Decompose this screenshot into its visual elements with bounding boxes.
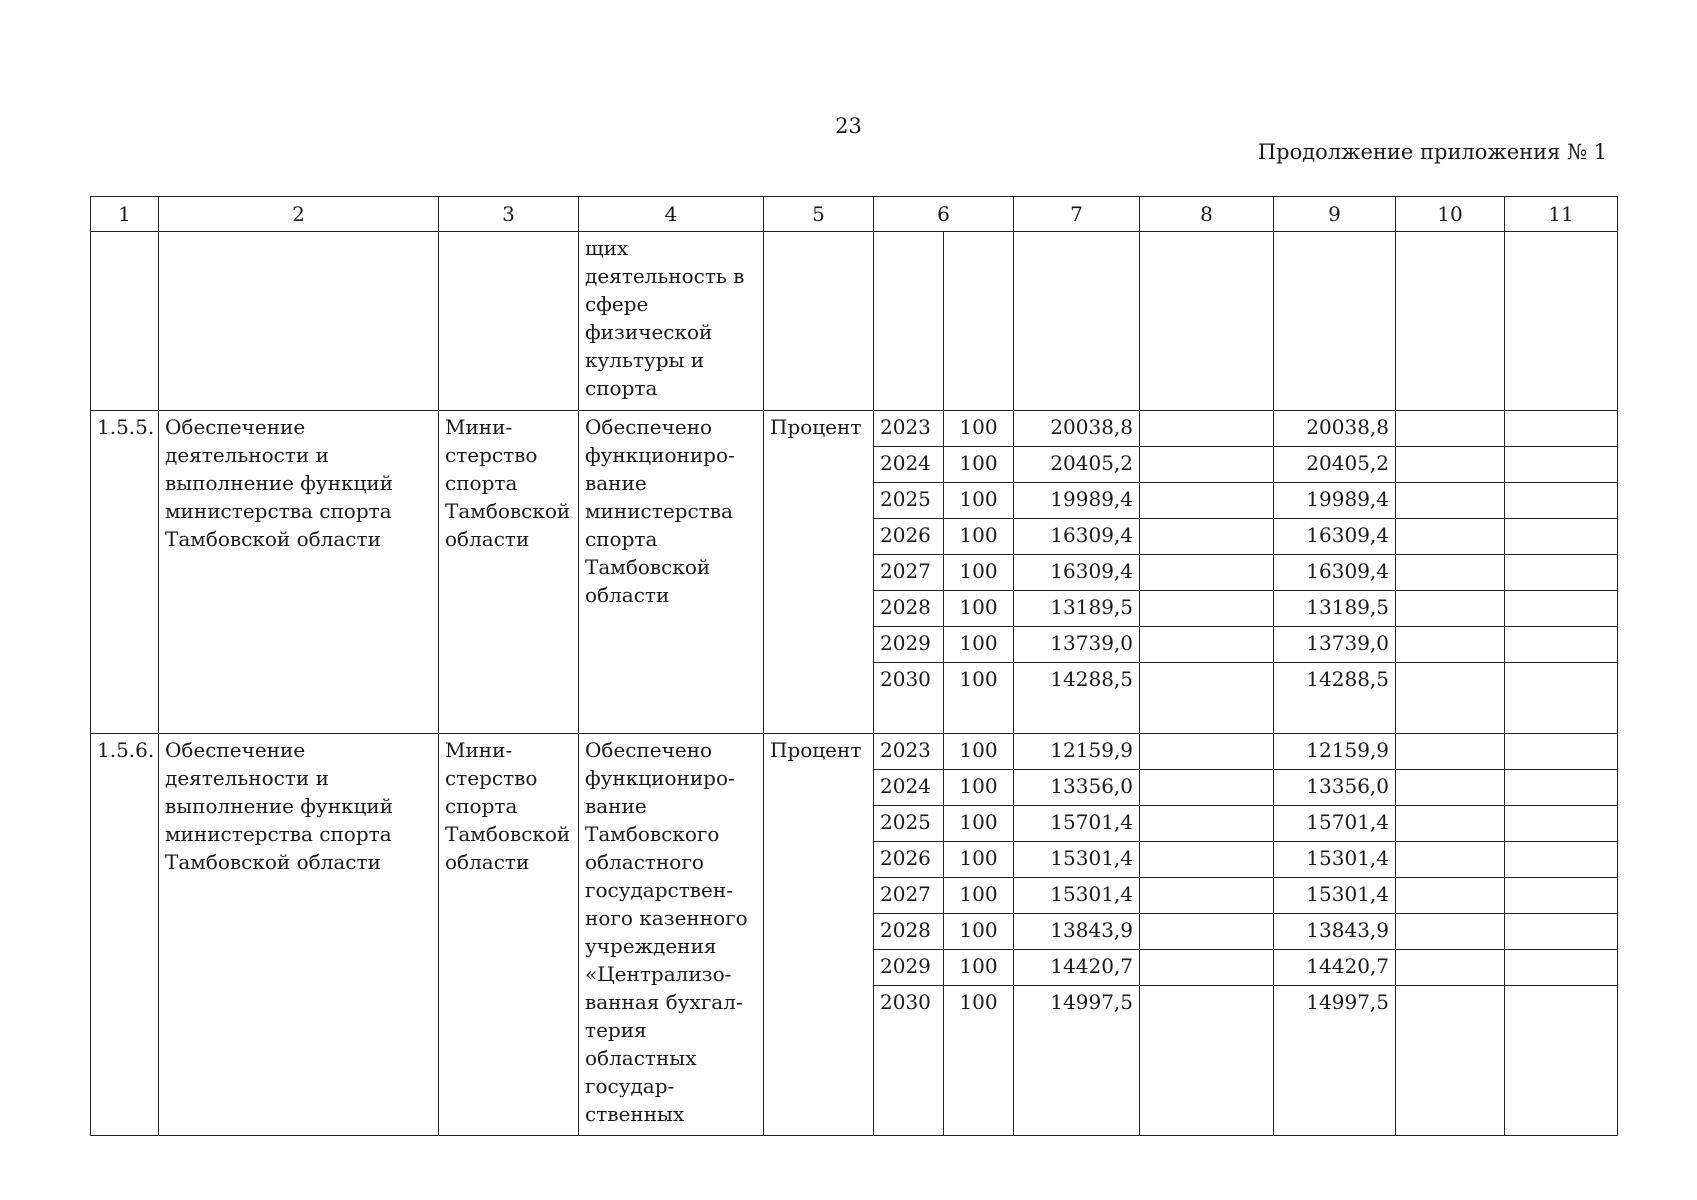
table-cell bbox=[1505, 591, 1618, 627]
table-cell bbox=[1396, 447, 1505, 483]
table-cell bbox=[1140, 986, 1274, 1136]
total-amount-cell: 13356,0 bbox=[1014, 770, 1140, 806]
table-cell bbox=[1140, 950, 1274, 986]
table-cell bbox=[1396, 770, 1505, 806]
percent-cell: 100 bbox=[944, 519, 1014, 555]
percent-cell: 100 bbox=[944, 483, 1014, 519]
table-cell bbox=[1140, 555, 1274, 591]
regional-amount-cell: 13843,9 bbox=[1274, 914, 1396, 950]
table-cell bbox=[1396, 663, 1505, 734]
percent-cell: 100 bbox=[944, 878, 1014, 914]
total-amount-cell: 14997,5 bbox=[1014, 986, 1140, 1136]
percent-cell: 100 bbox=[944, 591, 1014, 627]
table-cell bbox=[1140, 591, 1274, 627]
table-cell bbox=[1396, 878, 1505, 914]
percent-cell: 100 bbox=[944, 663, 1014, 734]
year-cell: 2030 bbox=[874, 663, 944, 734]
percent-cell: 100 bbox=[944, 986, 1014, 1136]
table-cell bbox=[439, 232, 579, 411]
header-cell: 8 bbox=[1140, 197, 1274, 232]
table-cell bbox=[1140, 842, 1274, 878]
table-cell bbox=[1505, 734, 1618, 770]
year-cell: 2027 bbox=[874, 555, 944, 591]
table-cell bbox=[1396, 986, 1505, 1136]
percent-cell: 100 bbox=[944, 770, 1014, 806]
table-cell bbox=[1396, 555, 1505, 591]
header-cell: 7 bbox=[1014, 197, 1140, 232]
table-cell bbox=[1505, 483, 1618, 519]
table-cell bbox=[1505, 878, 1618, 914]
table-row bbox=[91, 411, 1618, 447]
year-cell: 2024 bbox=[874, 447, 944, 483]
executor: Мини- стерство спорта Тамбовской области bbox=[439, 411, 579, 734]
table-cell bbox=[1396, 411, 1505, 447]
table-cell bbox=[1140, 411, 1274, 447]
table-cell bbox=[1396, 519, 1505, 555]
table-cell bbox=[159, 232, 439, 411]
percent-cell: 100 bbox=[944, 914, 1014, 950]
total-amount-cell: 12159,9 bbox=[1014, 734, 1140, 770]
result-description: Обеспечено функциониро- вание министерства спорта Тамбовской области bbox=[579, 411, 764, 734]
table-cell bbox=[91, 232, 159, 411]
regional-amount-cell: 16309,4 bbox=[1274, 555, 1396, 591]
header-cell: 6 bbox=[874, 197, 1014, 232]
page-number: 23 bbox=[835, 114, 862, 138]
program-table bbox=[90, 196, 1618, 1136]
regional-amount-cell: 15701,4 bbox=[1274, 806, 1396, 842]
table-cell bbox=[1396, 842, 1505, 878]
unit: Процент bbox=[764, 734, 874, 1136]
table-row bbox=[91, 734, 1618, 770]
total-amount-cell: 20405,2 bbox=[1014, 447, 1140, 483]
header-cell: 5 bbox=[764, 197, 874, 232]
table-cell bbox=[1505, 555, 1618, 591]
year-cell: 2023 bbox=[874, 411, 944, 447]
table-cell bbox=[874, 232, 944, 411]
year-cell: 2029 bbox=[874, 627, 944, 663]
table-cell bbox=[1140, 878, 1274, 914]
header-cell: 1 bbox=[91, 197, 159, 232]
total-amount-cell: 15701,4 bbox=[1014, 806, 1140, 842]
regional-amount-cell: 13739,0 bbox=[1274, 627, 1396, 663]
table-cell bbox=[1396, 806, 1505, 842]
regional-amount-cell: 12159,9 bbox=[1274, 734, 1396, 770]
total-amount-cell: 14288,5 bbox=[1014, 663, 1140, 734]
regional-amount-cell: 16309,4 bbox=[1274, 519, 1396, 555]
year-cell: 2025 bbox=[874, 806, 944, 842]
row-number: 1.5.5. bbox=[91, 411, 159, 734]
table-cell bbox=[1140, 232, 1274, 411]
table-cell bbox=[1505, 950, 1618, 986]
row-number: 1.5.6. bbox=[91, 734, 159, 1136]
year-cell: 2026 bbox=[874, 519, 944, 555]
total-amount-cell: 15301,4 bbox=[1014, 878, 1140, 914]
regional-amount-cell: 14288,5 bbox=[1274, 663, 1396, 734]
header-cell: 10 bbox=[1396, 197, 1505, 232]
total-amount-cell: 13843,9 bbox=[1014, 914, 1140, 950]
table-cell bbox=[1140, 447, 1274, 483]
total-amount-cell: 13189,5 bbox=[1014, 591, 1140, 627]
result-description: Обеспечено функциониро- вание Тамбовского областного государствен- ного казенного учреждения «Централизо- ванная бухгал- терия областных государ- ственных bbox=[579, 734, 764, 1136]
table-cell bbox=[1140, 914, 1274, 950]
table-cell bbox=[764, 232, 874, 411]
total-amount-cell: 16309,4 bbox=[1014, 519, 1140, 555]
year-cell: 2025 bbox=[874, 483, 944, 519]
percent-cell: 100 bbox=[944, 734, 1014, 770]
total-amount-cell: 19989,4 bbox=[1014, 483, 1140, 519]
table-cell bbox=[1396, 914, 1505, 950]
year-cell: 2029 bbox=[874, 950, 944, 986]
table-cell bbox=[1396, 734, 1505, 770]
header-cell: 11 bbox=[1505, 197, 1618, 232]
measure-name: Обеспечение деятельности и выполнение функций министерства спорта Тамбовской области bbox=[159, 411, 439, 734]
total-amount-cell: 16309,4 bbox=[1014, 555, 1140, 591]
year-cell: 2023 bbox=[874, 734, 944, 770]
table-cell bbox=[1505, 842, 1618, 878]
regional-amount-cell: 14420,7 bbox=[1274, 950, 1396, 986]
regional-amount-cell: 20405,2 bbox=[1274, 447, 1396, 483]
table-cell bbox=[1140, 663, 1274, 734]
table-cell bbox=[1396, 950, 1505, 986]
table-cell bbox=[1140, 519, 1274, 555]
table-cell bbox=[944, 232, 1014, 411]
header-cell: 4 bbox=[579, 197, 764, 232]
regional-amount-cell: 15301,4 bbox=[1274, 878, 1396, 914]
year-cell: 2030 bbox=[874, 986, 944, 1136]
measure-name: Обеспечение деятельности и выполнение функций министерства спорта Тамбовской области bbox=[159, 734, 439, 1136]
table-cell bbox=[1140, 483, 1274, 519]
percent-cell: 100 bbox=[944, 950, 1014, 986]
percent-cell: 100 bbox=[944, 627, 1014, 663]
table-cell bbox=[1396, 232, 1505, 411]
header-row bbox=[91, 197, 1618, 232]
percent-cell: 100 bbox=[944, 411, 1014, 447]
table-cell bbox=[1505, 447, 1618, 483]
year-cell: 2024 bbox=[874, 770, 944, 806]
table-cell bbox=[1396, 591, 1505, 627]
table-cell bbox=[1014, 232, 1140, 411]
total-amount-cell: 20038,8 bbox=[1014, 411, 1140, 447]
regional-amount-cell: 20038,8 bbox=[1274, 411, 1396, 447]
percent-cell: 100 bbox=[944, 555, 1014, 591]
header-cell: 9 bbox=[1274, 197, 1396, 232]
header-cell: 3 bbox=[439, 197, 579, 232]
table-cell bbox=[1140, 627, 1274, 663]
table-cell bbox=[1505, 663, 1618, 734]
total-amount-cell: 14420,7 bbox=[1014, 950, 1140, 986]
continuation-row bbox=[91, 232, 1618, 411]
year-cell: 2028 bbox=[874, 591, 944, 627]
table-cell bbox=[1140, 734, 1274, 770]
regional-amount-cell: 19989,4 bbox=[1274, 483, 1396, 519]
percent-cell: 100 bbox=[944, 842, 1014, 878]
regional-amount-cell: 14997,5 bbox=[1274, 986, 1396, 1136]
table-cell bbox=[1505, 627, 1618, 663]
total-amount-cell: 13739,0 bbox=[1014, 627, 1140, 663]
header-cell: 2 bbox=[159, 197, 439, 232]
table-cell bbox=[1505, 806, 1618, 842]
percent-cell: 100 bbox=[944, 447, 1014, 483]
table-cell bbox=[1396, 627, 1505, 663]
continuation-text: щих деятельность в сфере физической культуры и спорта bbox=[579, 232, 764, 411]
regional-amount-cell: 13356,0 bbox=[1274, 770, 1396, 806]
table-cell bbox=[1396, 483, 1505, 519]
regional-amount-cell: 13189,5 bbox=[1274, 591, 1396, 627]
table-cell bbox=[1505, 519, 1618, 555]
table-cell bbox=[1505, 986, 1618, 1136]
table-cell bbox=[1505, 770, 1618, 806]
year-cell: 2028 bbox=[874, 914, 944, 950]
table-cell bbox=[1505, 411, 1618, 447]
year-cell: 2026 bbox=[874, 842, 944, 878]
year-cell: 2027 bbox=[874, 878, 944, 914]
unit: Процент bbox=[764, 411, 874, 734]
regional-amount-cell: 15301,4 bbox=[1274, 842, 1396, 878]
percent-cell: 100 bbox=[944, 806, 1014, 842]
continuation-note: Продолжение приложения № 1 bbox=[1257, 140, 1607, 164]
table-cell bbox=[1505, 232, 1618, 411]
table-cell bbox=[1274, 232, 1396, 411]
table-cell bbox=[1505, 914, 1618, 950]
table-cell bbox=[1140, 770, 1274, 806]
total-amount-cell: 15301,4 bbox=[1014, 842, 1140, 878]
executor: Мини- стерство спорта Тамбовской области bbox=[439, 734, 579, 1136]
table-cell bbox=[1140, 806, 1274, 842]
